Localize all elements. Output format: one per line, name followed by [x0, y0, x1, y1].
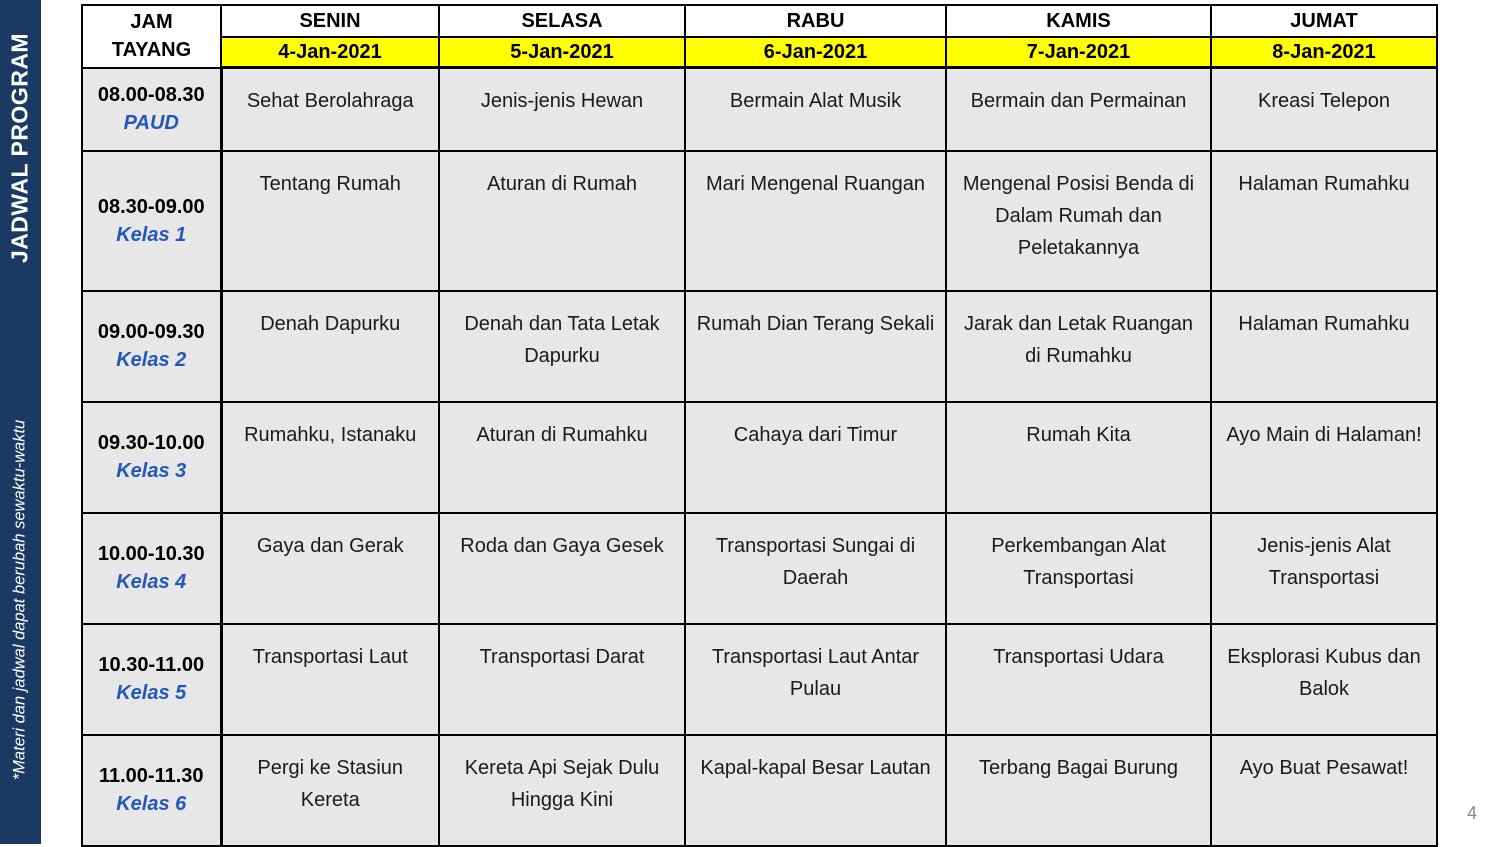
schedule-table	[81, 4, 1438, 847]
time-slot-cell	[82, 291, 221, 402]
time-slot: 09.30-10.00	[97, 432, 205, 454]
time-slot: 08.30-09.00	[97, 195, 205, 218]
time-slot-cell	[82, 68, 221, 151]
time-slot-cell	[82, 735, 221, 846]
time-slot: 10.00-10.30	[97, 543, 205, 565]
date-header-row	[82, 37, 1437, 68]
day-header: SENIN	[221, 5, 439, 37]
schedule-row	[82, 68, 1437, 151]
program-cell: Rumah Kita	[946, 402, 1211, 513]
program-cell: Rumah Dian Terang Sekali	[685, 291, 946, 402]
program-cell: Gaya dan Gerak	[221, 513, 439, 624]
time-header-line1: JAM	[130, 11, 173, 34]
program-cell: Mari Mengenal Ruangan	[685, 151, 946, 291]
schedule-row	[82, 735, 1437, 846]
program-cell: Denah dan Tata Letak Dapurku	[439, 291, 685, 402]
date-header: 4-Jan-2021	[221, 37, 439, 68]
grade-label: PAUD	[123, 112, 179, 134]
schedule-row	[82, 151, 1437, 291]
program-cell: Cahaya dari Timur	[685, 402, 946, 513]
program-cell: Kapal-kapal Besar Lautan	[685, 735, 946, 846]
program-cell: Rumahku, Istanaku	[221, 402, 439, 513]
program-cell: Denah Dapurku	[221, 291, 439, 402]
program-cell: Mengenal Posisi Benda di Dalam Rumah dan Peletakannya	[946, 151, 1211, 291]
page-number: 4	[1467, 803, 1478, 823]
program-cell: Kereta Api Sejak Dulu Hingga Kini	[439, 735, 685, 846]
day-header: JUMAT	[1211, 5, 1437, 37]
grade-label: Kelas 6	[116, 793, 187, 815]
time-slot-cell	[82, 402, 221, 513]
date-header: 6-Jan-2021	[685, 37, 946, 68]
program-cell: Transportasi Darat	[439, 624, 685, 735]
program-cell: Tentang Rumah	[221, 151, 439, 291]
program-cell: Bermain dan Permainan	[946, 68, 1211, 151]
grade-label: Kelas 1	[116, 223, 187, 246]
program-cell: Transportasi Sungai di Daerah	[685, 513, 946, 624]
program-cell: Perkembangan Alat Transportasi	[946, 513, 1211, 624]
program-cell: Transportasi Laut	[221, 624, 439, 735]
time-slot: 11.00-11.30	[98, 765, 204, 787]
program-cell: Bermain Alat Musik	[685, 68, 946, 151]
date-header: 5-Jan-2021	[439, 37, 685, 68]
time-header-line2: TAYANG	[111, 39, 192, 62]
day-header: KAMIS	[946, 5, 1211, 37]
time-slot-cell	[82, 151, 221, 291]
program-cell: Halaman Rumahku	[1211, 291, 1437, 402]
grade-label: Kelas 3	[116, 460, 187, 482]
day-header: SELASA	[439, 5, 685, 37]
date-header: 8-Jan-2021	[1211, 37, 1437, 68]
time-header-cell	[82, 5, 221, 68]
time-slot-cell	[82, 513, 221, 624]
program-cell: Jenis-jenis Hewan	[439, 68, 685, 151]
program-cell: Aturan di Rumahku	[439, 402, 685, 513]
program-cell: Jenis-jenis Alat Transportasi	[1211, 513, 1437, 624]
day-header-row	[82, 5, 1437, 37]
grade-label: Kelas 4	[116, 571, 187, 593]
program-cell: Jarak dan Letak Ruangan di Rumahku	[946, 291, 1211, 402]
grade-label: Kelas 5	[116, 682, 187, 704]
program-cell: Kreasi Telepon	[1211, 68, 1437, 151]
side-bar	[0, 0, 41, 844]
program-cell: Halaman Rumahku	[1211, 151, 1437, 291]
day-header: RABU	[685, 5, 946, 37]
schedule-row	[82, 513, 1437, 624]
side-note: *Materi dan jadwal dapat berubah sewaktu-waktu	[10, 419, 29, 781]
schedule-row	[82, 291, 1437, 402]
side-title: JADWAL PROGRAM	[6, 32, 33, 264]
program-cell: Sehat Berolahraga	[221, 68, 439, 151]
program-cell: Eksplorasi Kubus dan Balok	[1211, 624, 1437, 735]
program-cell: Transportasi Udara	[946, 624, 1211, 735]
program-cell: Ayo Buat Pesawat!	[1211, 735, 1437, 846]
program-cell: Aturan di Rumah	[439, 151, 685, 291]
program-cell: Ayo Main di Halaman!	[1211, 402, 1437, 513]
time-slot: 10.30-11.00	[98, 654, 205, 676]
time-slot: 09.00-09.30	[97, 321, 205, 343]
time-slot-cell	[82, 624, 221, 735]
grade-label: Kelas 2	[116, 349, 187, 371]
date-header: 7-Jan-2021	[946, 37, 1211, 68]
program-cell: Terbang Bagai Burung	[946, 735, 1211, 846]
program-cell: Pergi ke Stasiun Kereta	[221, 735, 439, 846]
time-slot: 08.00-08.30	[97, 84, 205, 106]
schedule-row	[82, 624, 1437, 735]
program-cell: Transportasi Laut Antar Pulau	[685, 624, 946, 735]
schedule-row	[82, 402, 1437, 513]
program-cell: Roda dan Gaya Gesek	[439, 513, 685, 624]
